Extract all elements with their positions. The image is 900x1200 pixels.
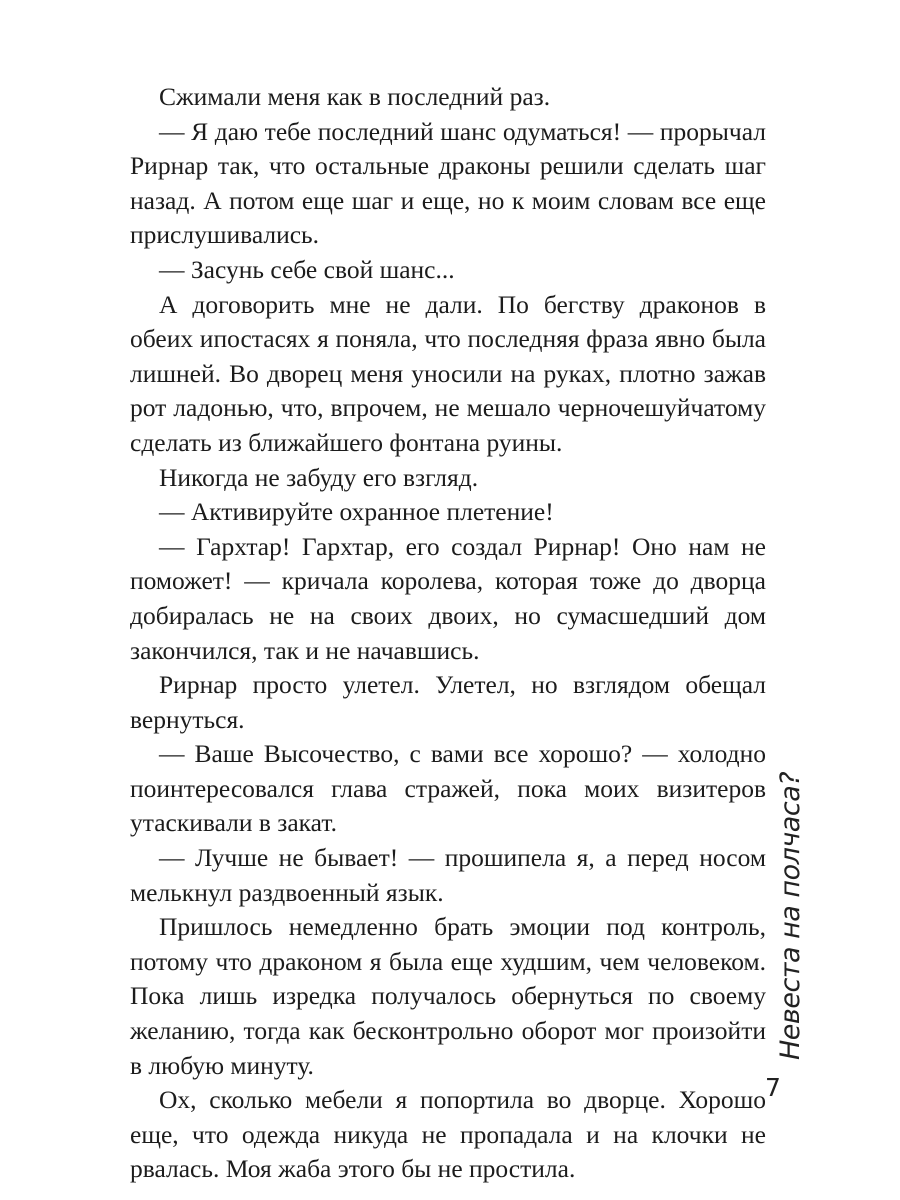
paragraph: — Гархтар! Гархтар, его создал Рирнар! Оно нам не поможет! — кричала королева, которая тоже до дворца добиралась не на своих двоих, но сумасшедший дом закончился, так и не начавшись. [130, 531, 766, 665]
paragraph: — Я даю тебе последний шанс одуматься! — прорычал Рирнар так, что остальные драконы решили сделать шаг назад. А потом еще шаг и еще, но к моим словам все еще прислушивались. [130, 116, 766, 250]
paragraph: Ох, сколько мебели я попортила во дворце. Хорошо еще, что одежда никуда не пропадала и на клочки не рвалась. Моя жаба этого бы не простила. [130, 1085, 766, 1184]
paragraph: Пришлось немедленно брать эмоции под контроль, потому что драконом я была еще худшим, чем человеком. Пока лишь изредка получалось обернуться по своему желанию, тогда как бесконтрольно оборот мог произойти в любую минуту. [130, 912, 766, 1080]
paragraph: — Засунь себе свой шанс... [159, 254, 455, 284]
page-number: 7 [765, 1073, 781, 1102]
paragraph: А договорить мне не дали. По бегству драконов в обеих ипостасях я поняла, что последняя фраза явно была лишней. Во дворец меня уносили на руках, плотно зажав рот ладонью, что, впрочем, не мешало черночешуйчатому сделать из ближайшего фонтана руины. [130, 289, 766, 457]
paragraph: Никогда не забуду его взгляд. [159, 462, 479, 492]
paragraph: — Лучше не бывает! — прошипела я, а перед носом мелькнул раздвоенный язык. [130, 843, 766, 907]
running-title: Невеста на полчаса? [775, 771, 806, 1060]
paragraph: — Активируйте охранное плетение! [159, 497, 554, 527]
paragraph: Рирнар просто улетел. Улетел, но взглядом обещал вернуться. [130, 670, 766, 734]
paragraph: — Ваше Высочество, с вами все хорошо? — холодно поинтересовался глава стражей, пока моих визитеров утаскивали в закат. [130, 739, 766, 838]
body-text [130, 80, 766, 1187]
paragraph: Сжимали меня как в последний раз. [159, 82, 551, 111]
